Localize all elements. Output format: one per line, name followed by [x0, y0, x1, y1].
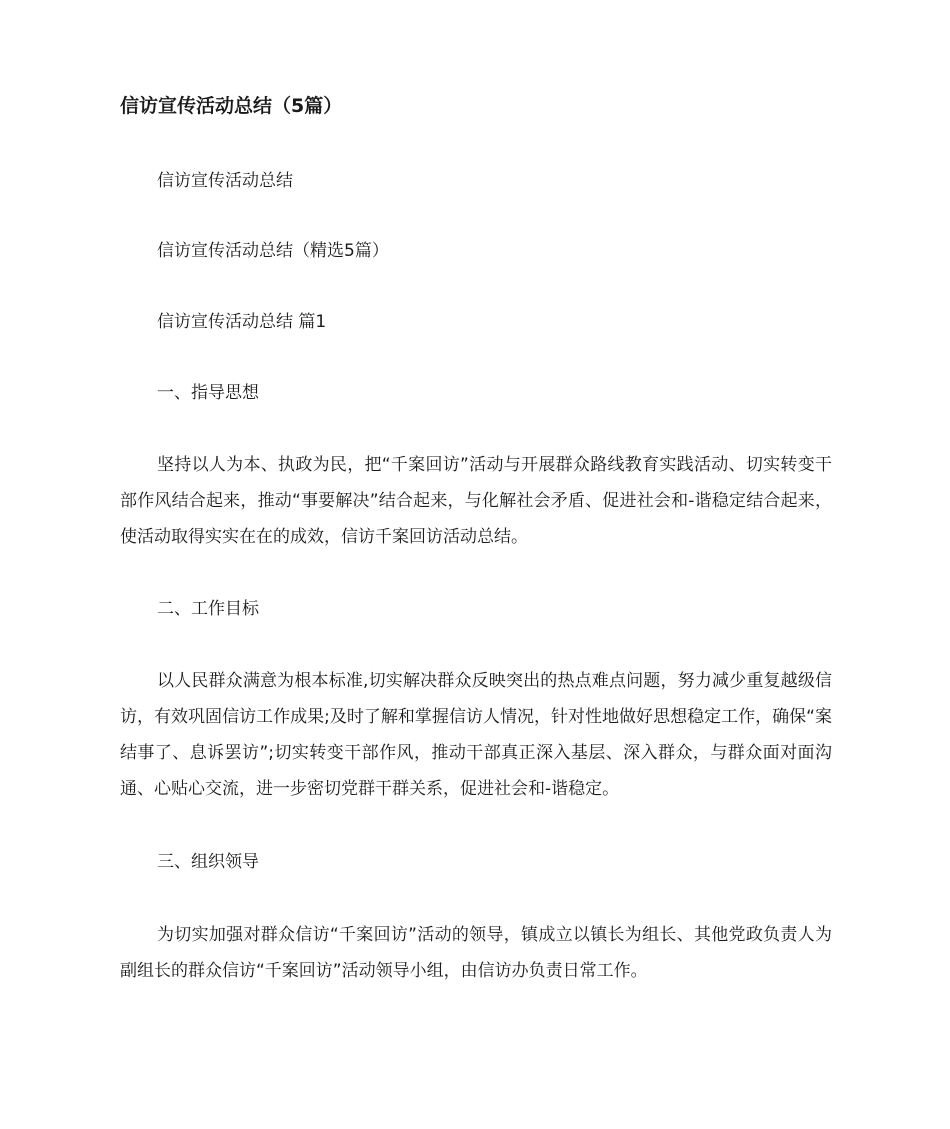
document-title: 信访宣传活动总结（5篇）: [120, 95, 343, 117]
section-body-work-goals: 以人民群众满意为根本标准,切实解决群众反映突出的热点难点问题，努力减少重复越级信访，有效巩固信访工作成果;及时了解和掌握信访人情况，针对性地做好思想稳定工作，确保“案结事了、息诉罢访”;切实转变干部作风，推动干部真正深入基层、深入群众，与群众面对面沟通、心贴心交流，进一步密切党群干群关系，促进社会和-谐稳定。: [120, 671, 832, 799]
section-heading-guiding-thought: 一、指导思想: [157, 383, 259, 403]
section-body-guiding-thought: 坚持以人为本、执政为民，把“千案回访”活动与开展群众路线教育实践活动、切实转变干部作风结合起来，推动“事要解决”结合起来，与化解社会矛盾、促进社会和-谐稳定结合起来，使活动取得实实在在的成效，信访千案回访活动总结。: [120, 455, 832, 547]
section-body-organization: 为切实加强对群众信访“千案回访”活动的领导，镇成立以镇长为组长、其他党政负责人为副组长的群众信访“千案回访”活动领导小组，由信访办负责日常工作。: [120, 925, 832, 981]
subtitle-selected-line: 信访宣传活动总结（精选5篇）: [157, 241, 389, 261]
section-heading-organization: 三、组织领导: [157, 852, 259, 872]
article-number-line: 信访宣传活动总结 篇1: [157, 312, 327, 332]
section-heading-work-goals: 二、工作目标: [157, 599, 259, 619]
subtitle-line: 信访宣传活动总结: [157, 171, 293, 191]
